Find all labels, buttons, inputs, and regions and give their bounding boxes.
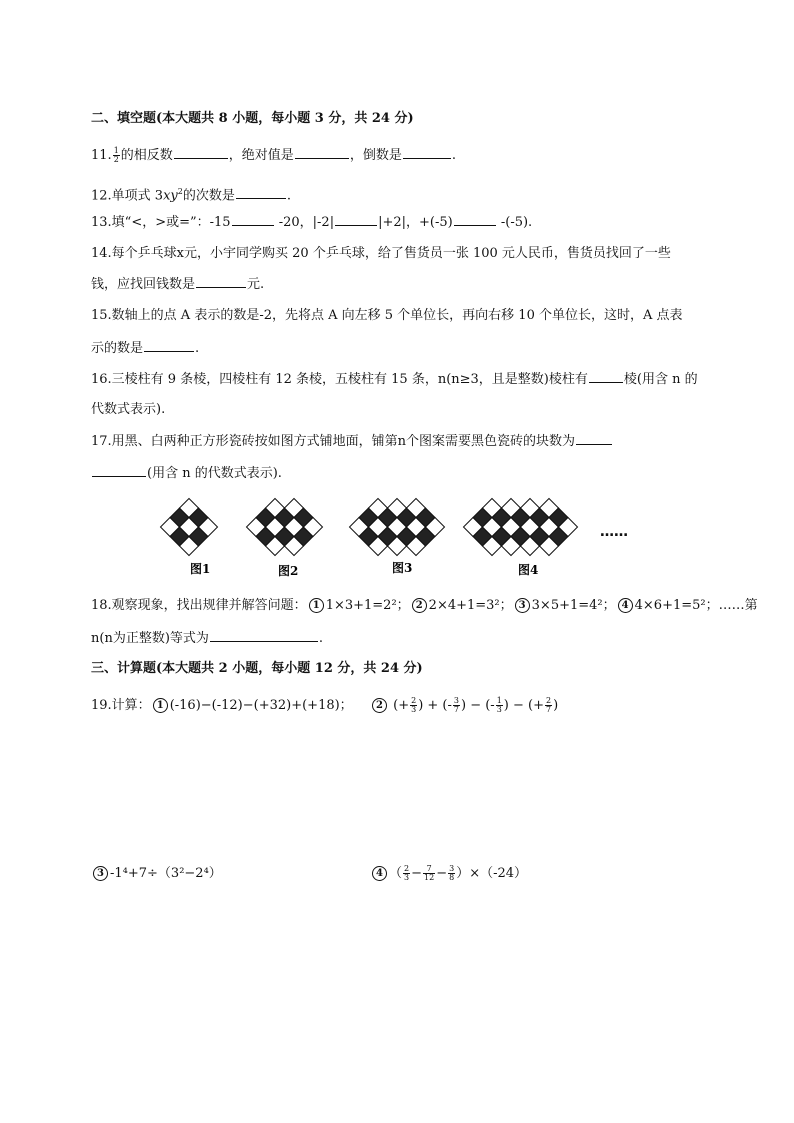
q14-text-a: 钱，应找回钱数是 [91,277,196,292]
circled-number-2: 2 [412,598,427,613]
question-11 [91,146,456,165]
answer-blank[interactable] [589,370,623,383]
question-18-line-1 [91,597,758,615]
q12-variable: xy [163,188,178,204]
q19-part-4-tail: ）×（-24） [456,866,528,881]
question-17-line-2 [91,464,282,483]
circled-number-1: 1 [309,598,324,613]
q18-eq-4: 4×6+1=5²；……第 [634,598,758,613]
question-18-line-2 [91,629,323,648]
q19-part-1-expression: (-16)−(-12)−(+32)+(+18)； [169,698,353,713]
q12-text-1: 12.单项式 3 [91,188,164,204]
fraction-one-half [113,147,120,164]
answer-blank[interactable] [236,186,286,199]
q19-part-3-expression: -1⁴+7÷（3²−2⁴） [110,866,222,881]
figures-ellipsis: …… [600,524,628,540]
q18-end: . [318,631,324,646]
answer-blank[interactable] [144,339,194,352]
answer-blank[interactable] [295,146,349,159]
q18-eq-1: 1×3+1=2²； [325,598,410,613]
q15-text-a: 示的数是 [91,341,144,356]
question-19-part-4: 4 （ $\frac{2}{3}$ − $\frac{7}{12}$ − $\frac{3}{8}$ ）×（-24） [370,865,527,883]
q13-text-1: 13.填“<，>或=”：-15 [91,215,231,230]
q18-eq-2: 2×4+1=3²； [428,598,513,613]
question-15-line-1: 15.数轴上的点 A 表示的数是-2，先将点 A 向左移 5 个单位长，再向右移 10 个单位长，这时，A 点表 [91,308,683,323]
figure-caption-1: 图1 [190,562,211,576]
q15-text-b: . [195,341,200,356]
answer-blank[interactable] [454,213,496,226]
q12-end: . [286,188,292,204]
q16-text-b: 棱(用含 n 的 [623,372,698,387]
q19-label: 19.计算： [91,698,151,713]
tile-figure-1 [161,499,218,556]
answer-blank[interactable] [335,213,377,226]
q17-text-1: 17.用黑、白两种正方形瓷砖按如图方式铺地面，铺第n个图案需要黑色瓷砖的块数为 [91,434,576,449]
q11-text-3: ，倒数是 [349,148,402,163]
frac-denominator: 2 [113,155,119,164]
tile-figure-2 [247,499,323,556]
q11-text-1: 的相反数 [120,148,173,163]
q13-text-2: -20，|-2| [274,215,335,230]
q16-text-a: 16.三棱柱有 9 条棱，四棱柱有 12 条棱，五棱柱有 15 条，n(n≥3，且是整数)棱柱有 [91,372,588,387]
question-17-line-1 [91,432,613,451]
question-19-part-1 [91,697,353,715]
answer-blank[interactable] [403,146,451,159]
tile-figure-4 [464,499,578,556]
q13-text-3: |+2|，+(-5) [378,215,453,230]
figure-caption-2: 图2 [278,564,299,578]
answer-blank[interactable] [210,629,318,642]
circled-number-3: 3 [515,598,530,613]
answer-blank[interactable] [232,213,274,226]
q12-exponent: 2 [177,187,183,196]
answer-blank[interactable] [92,464,146,477]
tile-pattern-figures [160,494,650,584]
q14-text-b: 元. [247,277,265,292]
answer-blank[interactable] [174,146,228,159]
circled-number-2: 2 [372,698,387,713]
q13-text-4: -(-5). [496,215,533,230]
figure-caption-4: 图4 [518,563,539,577]
question-16-line-1 [91,370,698,389]
question-13 [91,213,532,232]
q12-text-2: 的次数是 [182,188,235,204]
question-12 [91,183,291,205]
q11-number: 11. [91,148,112,163]
answer-blank[interactable] [576,432,612,445]
frac-numerator: 1 [113,146,119,155]
q11-end: . [451,148,456,163]
tile-figure-3 [350,499,445,556]
circled-number-4: 4 [372,866,387,881]
question-14-line-1: 14.每个乒乓球x元，小宇同学购买 20 个乒乓球，给了售货员一张 100 元人民币，售货员找回了一些 [91,246,671,261]
question-15-line-2 [91,339,199,358]
question-19-part-2: 2 (+ $\frac{2}{3}$ ) + (- $\frac{3}{7}$ ) − (- $\frac{1}{3}$ ) − (+ $\frac{2}{7}$ ) [370,697,558,715]
circled-number-3: 3 [93,866,108,881]
answer-blank[interactable] [196,275,246,288]
q17-text-2: (用含 n 的代数式表示). [147,466,282,481]
question-19-part-3 [91,865,222,883]
section-2-heading: 二、填空题(本大题共 8 小题，每小题 3 分，共 24 分) [91,111,414,126]
tile-patterns [161,499,578,556]
circled-number-1: 1 [153,698,168,713]
question-14-line-2 [91,275,264,294]
q11-text-2: ，绝对值是 [228,148,294,163]
q18-text-b: n(n为正整数)等式为 [91,631,209,646]
q18-text-a: 18.观察现象，找出规律并解答问题： [91,598,307,613]
figure-caption-3: 图3 [392,561,413,575]
section-3-heading: 三、计算题(本大题共 2 小题，每小题 12 分，共 24 分) [91,661,423,676]
question-16-line-2: 代数式表示). [91,402,166,417]
q18-eq-3: 3×5+1=4²； [531,598,616,613]
circled-number-4: 4 [618,598,633,613]
